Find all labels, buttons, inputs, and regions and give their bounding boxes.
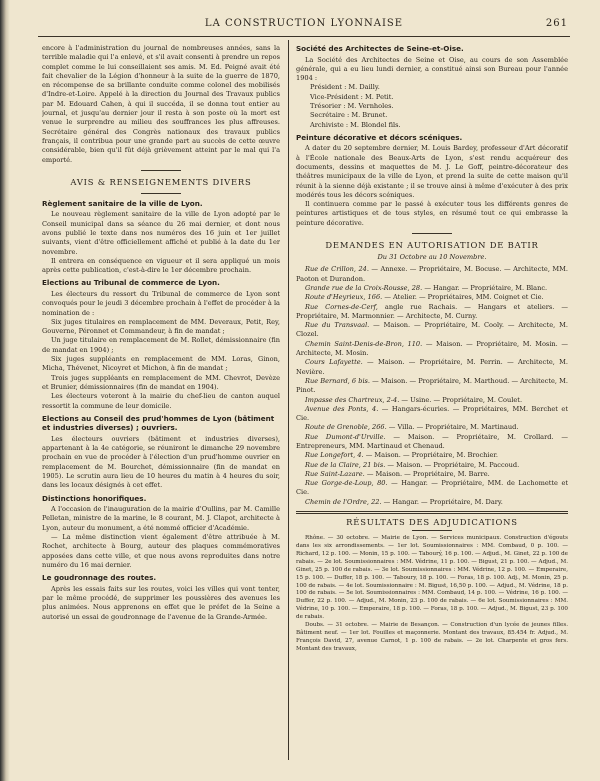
reglement-heading: Règlement sanitaire de la ville de Lyon. xyxy=(42,198,203,208)
distinctions-paragraph: A l'occasion de l'inauguration de la mairie d'Oullins, par M. Camille Pelletan, ministre de la marine, le 8 courant, M. J. Clapot, architecte à Lyon, auteur du monument, a été nommé officier d'Académie. xyxy=(42,505,280,532)
bureau-member: Trésorier : M. Vernholes. xyxy=(310,101,394,110)
adjudication-entry: Rhône. — 30 octobre. — Mairie de Lyon. — Services municipaux. Construction d'égouts dans les six arrondissements. — 1er lot. Soumissionnaires : MM. Combaud, 0 p. 100. — Richard, 12 p. 100. — Monin, 15 p. 100. — Tabourý, 16 p. 100. — Adjud., M. Ginet, 22 p. 100 de rabais. — 2e lot. Soumissionnaires : MM. Védrine, 11 p. 100. — Bigust, 21 p. 100. — Adjud., M. Ginet, 25 p. 100 de rabais. — 3e lot. Soumissionnaires : MM. Védrine, 12 p. 100. — Emperaire, 15 p. 100. — Duffer, 18 p. 100. — Taboury, 18 p. 100. — Foras, 18 p. 100. Adj., M. Monin, 25 p. 100 de rabais. — 4e lot. Soumissionnaire : M. Bigust, 16,50 p. 100. — Adjud., M. Védrine, 18 p. 100 de rabais. — 5e lot. Soumissionnaires : MM. Combaud, 14 p. 100. — Védrine, 16 p. 100. — Duffer, 22 p. 100. — Adjud., M. Monin, 23 p. 100 de rabais. — 6e lot. Soumissionnaires : MM. Védrine, 10 p. 100. — Emperaire, 18 p. 100. — Foras, 18 p. 100. — Adjud., M. Bigust, 23 p. 100 de rabais. xyxy=(296,535,568,621)
demande-street: Rue de Crillon, 24. xyxy=(305,265,369,274)
demande-entry xyxy=(296,340,568,359)
demande-entry xyxy=(296,293,568,302)
left-column xyxy=(42,44,280,756)
demande-entry xyxy=(296,321,568,340)
prudhommes-heading: Elections au Conseil des prud'hommes de Lyon (bâtiment et industries diverses) ; ouvriers. xyxy=(42,413,275,433)
bureau-member: Vice-Président : M. Petit. xyxy=(310,92,394,101)
section-separator xyxy=(141,170,181,171)
tribunal-item: Six juges titulaires en remplacement de MM. Deveraux, Petit, Rey, Gouverne, Péronnet et Commandeur, à fin de mandat ; xyxy=(42,317,280,336)
demande-entry xyxy=(296,498,568,507)
tribunal-item: Six juges suppléants en remplacement de MM. Loras, Ginon, Micha, Thévenet, Nicoyret et Michon, à fin de mandat ; xyxy=(42,355,280,373)
demande-entry xyxy=(296,396,568,405)
demande-entry xyxy=(296,423,568,432)
running-header xyxy=(38,18,570,32)
demande-text: — Maison. — Propriétaire, M. Marthoud. — Architecte, M. Pinot. xyxy=(296,376,568,395)
column-divider xyxy=(288,40,289,760)
tribunal-item: Un juge titulaire en remplacement de M. Rollet, démissionnaire (fin de mandat en 1904) ; xyxy=(42,336,280,354)
binding-shadow xyxy=(0,0,10,781)
demandes-list xyxy=(296,265,568,507)
avis-heading: AVIS & RENSEIGNEMENTS DIVERS xyxy=(70,176,252,187)
demande-street: Cours Lafayette. xyxy=(305,358,363,367)
section-separator xyxy=(141,193,181,194)
bureau-member: Archiviste : M. Blondel fils. xyxy=(310,120,401,129)
journal-title: LA CONSTRUCTION LYONNAISE xyxy=(204,18,404,29)
tribunal-heading: Elections au Tribunal de commerce de Lyon. xyxy=(42,278,220,288)
intro-paragraph: encore à l'administration du journal de nombreuses années, sans la terrible maladie qui l'a enlevé, et s'il avait consenti à prendre un repos complet comme le lui conseillaient ses amis. M. Ed. Peigné avait été fait chevalier de la Légion d'honneur à la suite de la guerre de 1870, en récompense de sa brillante conduite comme colonel des mobilisés d'Indre-et-Loire. Appelé à la direction du Journal des Travaux publics par M. Edouard Cahen, à qui il succéda, il se donna tout entier au journal, et jusqu'au dernier jour il resta à son poste où la mort est venue le surprendre au milieu des souffrances les plus affreuses. Secrétaire général des Congrès nationaux des travaux publics français, il contribua pour une grande part au succès de cette œuvre considérable, bien qu'il fût déjà grièvement atteint par le mal qui l'a emporté. xyxy=(42,44,280,164)
demande-entry xyxy=(296,358,568,377)
peinture-paragraph: A dater du 20 septembre dernier, M. Louis Bardey, professeur d'Art décoratif à l'École nationale des Beaux-Arts de Lyon, s'est rendu acquéreur des documents, dessins et maquettes de M. J. Le Goff, peintre-décorateur des théâtres municipaux de la ville de Lyon, et prend la suite de cette maison qu'il réunit à la sienne déjà existante ; il se trouve ainsi à même d'exécuter à des prix modérés tous les décors scéniques. xyxy=(296,144,568,199)
societe-intro: La Société des Architectes de Seine et Oise, au cours de son Assemblée générale, qui a eu lieu lundi dernier, a constitué ainsi son Bureau pour l'année 1904 : xyxy=(296,55,568,83)
goudronnage-heading: Le goudronnage des routes. xyxy=(42,573,157,583)
demande-street: Rue Gorge-de-Loup, 80. xyxy=(305,479,388,488)
reglement-paragraph: Il entrera en conséquence en vigueur et il sera appliqué un mois après cette publication, c'est-à-dire le 1er décembre prochain. xyxy=(42,256,280,275)
demande-entry xyxy=(296,265,568,284)
demande-street: Route d'Heyrieux, 166. xyxy=(305,293,383,302)
demande-street: Rue Longefort, 4. xyxy=(305,451,364,460)
demande-text: — Villa. — Propriétaire, M. Martinaud. xyxy=(386,423,519,432)
demandes-date-range: Du 31 Octobre au 10 Novembre. xyxy=(377,253,487,262)
demande-text: — Hangar. — Propriétaire, MM. de Lachomette et Cie. xyxy=(296,479,568,497)
demande-entry xyxy=(296,451,568,460)
section-separator xyxy=(412,530,452,531)
prudhommes-paragraph: Les électeurs ouvriers (bâtiment et industries diverses), appartenant à la 4e catégorie, se réuniront le dimanche 29 novembre prochain en vue de procéder à l'élection d'un prud'homme ouvrier en remplacement de M. Bourchet, démissionnaire (fin de mandat en 1905). Le scrutin aura lieu de 10 heures du matin à 4 heures du soir, dans les locaux désignés à cet effet. xyxy=(42,434,280,490)
demande-text: — Annexe. — Propriétaire, M. Bocuse. — Architecte, MM. Paoton et Durandon. xyxy=(296,265,568,283)
section-separator xyxy=(412,233,452,234)
demande-street: Chemin de l'Ordre, 22. xyxy=(305,497,382,506)
demande-text: — Atelier. — Propriétaires, MM. Coignet et Cie. xyxy=(382,293,544,302)
peinture-paragraph: Il continuera comme par le passé à exécuter tous les différents genres de peintures artistiques et de tous styles, en résumé tout ce qui embrasse la peinture décorative. xyxy=(296,200,568,227)
demande-text: — Usine. — Propriétaire, M. Coulet. xyxy=(399,395,523,404)
demande-entry xyxy=(296,377,568,396)
right-column xyxy=(296,44,568,756)
demande-entry xyxy=(296,433,568,452)
demande-text: — Maison. — Propriétaire, M. Perrin. — Architecte, M. Nevière. xyxy=(296,358,568,376)
demande-street: Rue du Transvaal. xyxy=(305,321,370,330)
bureau-member: Secrétaire : M. Brunet. xyxy=(310,111,388,120)
demande-text: — Hangar. — Propriétaire, M. Blanc. xyxy=(422,283,548,292)
demande-entry xyxy=(296,461,568,470)
demande-street: Impasse des Chartreux, 2-4. xyxy=(305,395,400,404)
demande-street: Rue Cornes-de-Cerf, xyxy=(305,302,378,311)
header-rule xyxy=(38,36,570,37)
distinctions-paragraph: — La même distinction vient également d'être attribuée à M. Rochet, architecte à Bourg, auteur des plaques commémoratives apposées dans cette ville, et que nous avons reproduites dans notre numéro du 16 mai dernier. xyxy=(42,532,280,569)
adjudications-heading: RÉSULTATS DES ADJUDICATIONS xyxy=(346,517,518,528)
demande-text: angle rue Rachais. — Hangars et ateliers. — Propriétaire, M. Marmonnier. — Architecte, M. Curny. xyxy=(296,302,568,320)
demande-street: Rue Saint-Lazare. xyxy=(305,469,365,478)
demande-text: — Hangars-écuries. — Propriétaires, MM. Berchet et Cie. xyxy=(296,404,568,423)
page-number: 261 xyxy=(545,18,568,29)
peinture-heading: Peinture décorative et décors scéniques. xyxy=(296,132,463,142)
section-double-rule xyxy=(296,511,568,514)
demande-text: — Maison. — Propriétaire, M. Paccoud. xyxy=(385,460,520,469)
demande-street: Rue de la Claire, 21 bis. xyxy=(305,460,386,469)
demande-text: — Maison. — Propriétaire, M. Cooly. — Architecte, M. Clozel. xyxy=(296,321,568,339)
societe-heading: Société des Architectes de Seine-et-Oise. xyxy=(296,44,464,53)
demande-street: Avenue des Ponts, 4. xyxy=(305,404,379,413)
demande-entry xyxy=(296,470,568,479)
reglement-paragraph: Le nouveau règlement sanitaire de la ville de Lyon adopté par le Conseil municipal dans sa séance du 26 mai dernier, et dont nous avons publié le texte dans nos numéros des 16 juin et 1er juillet suivants, vient d'être officiellement affiché et publié à la date du 1er novembre. xyxy=(42,210,280,256)
adjudication-entry: Doubs. — 31 octobre. — Mairie de Besançon. — Construction d'un lycée de jeunes filles. Bâtiment neuf. — 1er lot. Fouilles et maçonnerie. Montant des travaux, 85.454 fr. Adjud., M. François David, 27, avenue Carnot, 1 p. 100 de rabais. — 2e lot. Charpente et gros fers. Montant des travaux, xyxy=(296,622,568,652)
distinctions-heading: Distinctions honorifiques. xyxy=(42,493,147,503)
demande-text: — Maison. — Propriétaire, M. Brochier. xyxy=(363,451,498,460)
tribunal-intro: Les électeurs du ressort du Tribunal de commerce de Lyon sont convoqués pour le jeudi 3 décembre prochain à l'effet de procéder à la nomination de : xyxy=(42,289,280,317)
demande-street: Rue Dumont-d'Urville. xyxy=(305,432,386,441)
demande-street: Rue Bernard, 6 bis. xyxy=(305,376,371,385)
demande-entry xyxy=(296,284,568,293)
demande-text: — Maison. — Propriétaire, M. Mosin. — Architecte, M. Mosin. xyxy=(296,339,568,358)
demande-street: Chemin Saint-Denis-de-Bron, 110. xyxy=(305,339,423,348)
bureau-member: Président : M. Dailly. xyxy=(310,83,380,92)
demande-street: Route de Grenoble, 266. xyxy=(305,423,387,432)
tribunal-item: Trois juges suppléants en remplacement de MM. Chevrot, Devèze et Brunier, démissionnaires (fin de mandat en 1904). xyxy=(42,373,280,391)
demandes-heading: DEMANDES EN AUTORISATION DE BATIR xyxy=(325,240,539,251)
demande-text: — Maison. — Propriétaire, M. Crollard. — Entrepreneurs, MM. Martinaud et Chenaud. xyxy=(296,432,568,450)
demande-entry xyxy=(296,479,568,498)
demande-street: Grande rue de la Croix-Rousse, 28. xyxy=(305,283,423,292)
demande-text: — Hangar. — Propriétaire, M. Dary. xyxy=(381,497,503,506)
goudronnage-paragraph: Après les essais faits sur les routes, voici les villes qui vont tenter, par le même procédé, de supprimer les poussières des avenues les plus animées. Nous apprenons en effet que le préfet de la Seine a autorisé un essai de goudronnage de l'avenue de la Grande-Armée. xyxy=(42,584,280,621)
tribunal-outro: Les électeurs voteront à la mairie du chef-lieu de canton auquel ressortit la commune de leur domicile. xyxy=(42,392,280,410)
demande-entry xyxy=(296,303,568,322)
demande-entry xyxy=(296,405,568,424)
demande-text: — Maison. — Propriétaire, M. Barre. xyxy=(364,469,490,478)
